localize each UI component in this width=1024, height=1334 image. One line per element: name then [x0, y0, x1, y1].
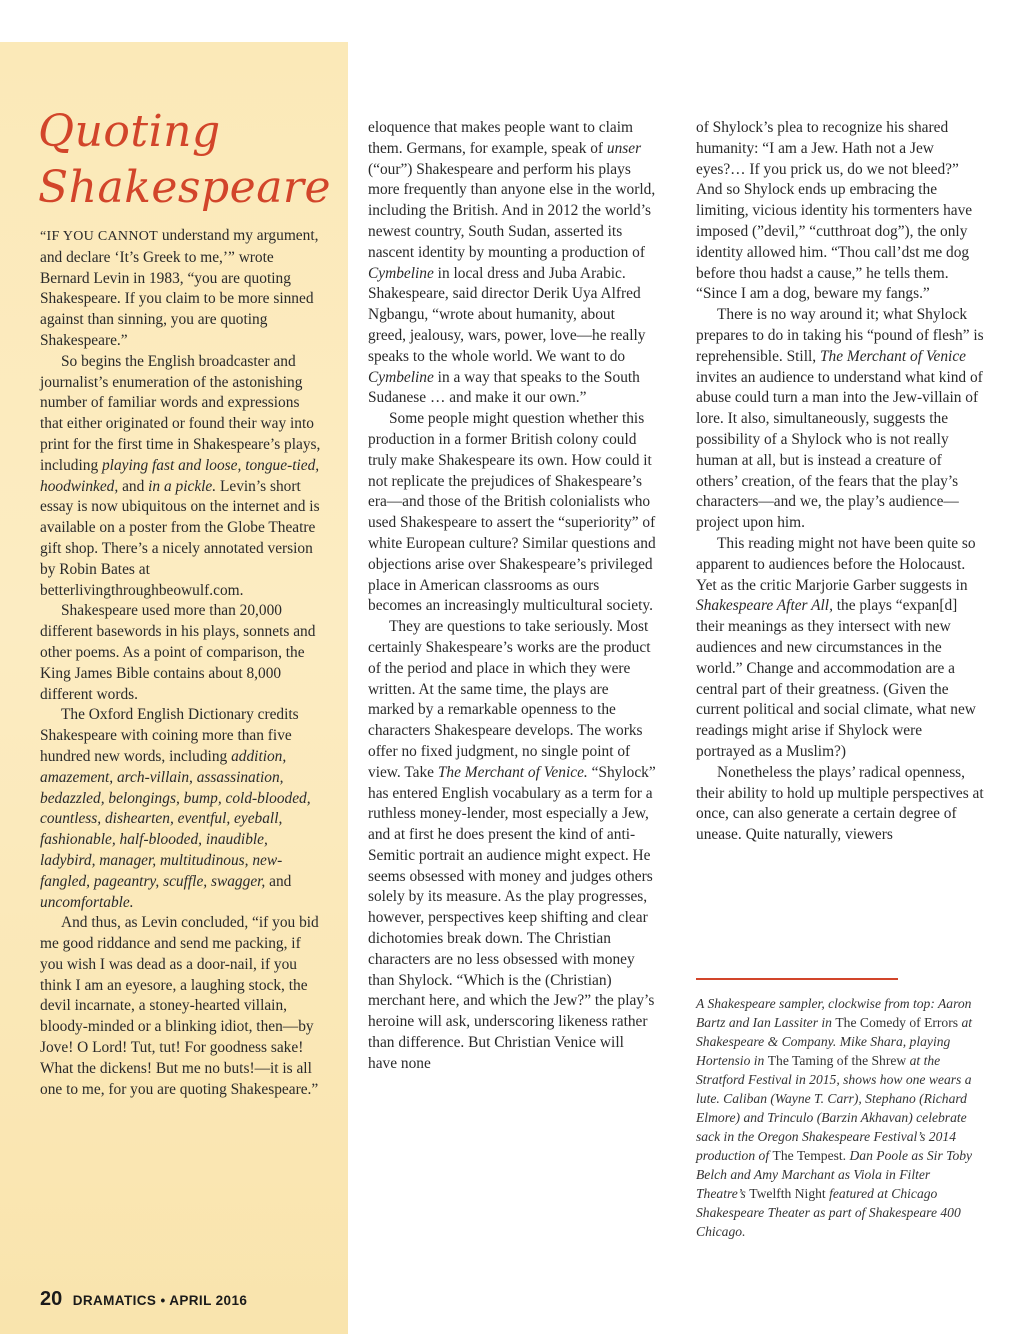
paragraph: So begins the English broadcaster and journalist’s enumeration of the astonishing number of familiar words and expressions that either originated or found their way into print for the first time in Shakespeare’s plays, including playing fast and loose, tongue-tied, hoodwinked, and in a pickle. Levin’s short essay is now ubiquitous on the internet and is available on a poster from the Globe Theatre gift shop. There’s a nicely annotated version by Robin Bates at betterlivingthroughbeowulf.com.: [40, 352, 321, 599]
photo-caption: A Shakespeare sampler, clockwise from top: Aaron Bartz and Ian Lassiter in The Comedy of Errors at Shakespeare & Company. Mike Shara, playing Hortensio in The Taming of the Shrew at the Stratford Festival in 2015, shows how one wears a lute. Caliban (Wayne T. Carr), Stephano (Richard Elmore) and Trinculo (Barzin Akhavan) celebrate sack in the Oregon Shakespeare Festival’s 2014 production of The Tempest. Dan Poole as Sir Toby Belch and Amy Marchant as Viola in Filter Theatre’s Twelfth Night featured at Chicago Shakespeare Theater as part of Shakespeare 400 Chicago.: [696, 996, 973, 1239]
paragraph: The Oxford English Dictionary credits Shakespeare with coining more than five hundred new words, including addition, amazement, arch-villain, assassination, bedazzled, belongings, bump, cold-blooded, countless, dishearten, eventful, eyeball, fashionable, half-blooded, inaudible, ladybird, manager, multitudinous, new-fangled, pageantry, scuffle, swagger, and uncomfortable.: [40, 706, 311, 911]
paragraph: This reading might not have been quite so apparent to audiences before the Holocaust. Yet as the critic Marjorie Garber suggests in Shakespeare After All, the plays “expan[d] their meanings as they intersect with new audiences and new circumstances in the world.” Change and accommodation are a central part of their greatness. (Given the current political and social climate, what new readings might arise if Shylock were portrayed as a Muslim?): [696, 534, 976, 760]
paragraph: eloquence that makes people want to claim them. Germans, for example, speak of unser (“our”) Shakespeare and perform his plays more frequently than anyone else in the world, including the British. And in 2012 the world’s newest country, South Sudan, asserted its nascent identity by mounting a production of Cymbeline in local dress and Juba Arabic. Shakespeare, said director Derik Uya Alfred Ngbangu, “wrote about humanity, about greed, jealousy, wars, power, love—he really speaks to the whole world. We want to do Cymbeline in a way that speaks to the South Sudanese … and make it our own.”: [368, 119, 656, 407]
page-footer: [40, 1288, 247, 1311]
paragraph: They are questions to take seriously. Most certainly Shakespeare’s works are the product of the period and place in which they were written. At the same time, the plays are marked by a remarkable openness to the characters Shakespeare develops. The works offer no fixed judgment, no single point of view. Take The Merchant of Venice. “Shylock” has entered English vocabulary as a term for a ruthless money-lender, most especially a Jew, and at first he does present the kind of anti-Semitic portrait an audience might expect. He seems obsessed with money and judges others solely by its measure. As the play progresses, however, perspectives keep shifting and clear dichotomies break down. The Christian characters are no less obsessed with money than Shylock. “Which is the (Christian) merchant here, and which the Jew?” the play’s heroine will ask, underscoring likeness rather than difference. But Christian Venice will have none: [368, 618, 656, 1072]
paragraph: Shakespeare used more than 20,000 different basewords in his plays, sonnets and other poems. As a point of comparison, the King James Bible contains about 8,000 different words.: [40, 602, 316, 703]
paragraph: “IF YOU CANNOT understand my argument, and declare ‘It’s Greek to me,’” wrote Bernard Levin in 1983, “you are quoting Shakespeare. If you claim to be more sinned against than sinning, you are quoting Shakespeare.”: [40, 227, 319, 349]
title-line-1: Quoting: [38, 106, 221, 157]
paragraph: There is no way around it; what Shylock prepares to do in taking his “pound of flesh” is reprehensible. Still, The Merchant of Venice invites an audience to understand what kind of abuse could turn a man into the Jew-villain of lore. It also, simultaneously, suggests the possibility of a Shylock who is not really human at all, but is instead a creature of others’ creation, of the fears that the play’s characters—and we, the play’s audience—project upon him.: [696, 306, 984, 532]
magazine-issue: DRAMATICS • APRIL 2016: [72, 1293, 248, 1308]
article-column-2: [368, 118, 656, 1075]
article-column-1: [40, 226, 322, 1100]
paragraph: of Shylock’s plea to recognize his shared humanity: “I am a Jew. Hath not a Jew eyes?… If you prick us, do we not bleed?” And so Shylock ends up embracing the limiting, vicious identity his tormenters have imposed (”devil,” “cutthroat dog”), the only identity allowed him. “Thou call’dst me dog before thou hadst a cause,” he tells them. “Since I am a dog, beware my fangs.”: [696, 119, 973, 303]
article-title: [38, 104, 338, 216]
paragraph: And thus, as Levin concluded, “if you bid me good riddance and send me packing, if you wish I was dead as a door-nail, if you think I am an eyesore, a laughing stock, the devil incarnate, a stoney-hearted villain, bloody-minded or a blinking idiot, then—by Jove! O Lord! Tut, tut! For goodness sake! What the dickens! But me no buts!—it is all one to me, for you are quoting Shakespeare.”: [40, 914, 319, 1098]
page-number: 20: [40, 1288, 63, 1310]
article-column-3: [696, 118, 984, 846]
title-line-2: Shakespeare: [38, 162, 332, 213]
paragraph: Nonetheless the plays’ radical openness, their ability to hold up multiple perspectives at once, can also generate a certain degree of unease. Quite naturally, viewers: [696, 763, 984, 844]
paragraph: Some people might question whether this production in a former British colony could truly make Shakespeare its own. How could it not replicate the prejudices of Shakespeare’s era—and those of the British colonialists who used Shakespeare to assert the “superiority” of white European culture? Similar questions and objections arise over Shakespeare’s privileged place in American classrooms as ours becomes an increasingly multicultural society.: [368, 410, 656, 615]
caption-divider: [696, 978, 898, 980]
